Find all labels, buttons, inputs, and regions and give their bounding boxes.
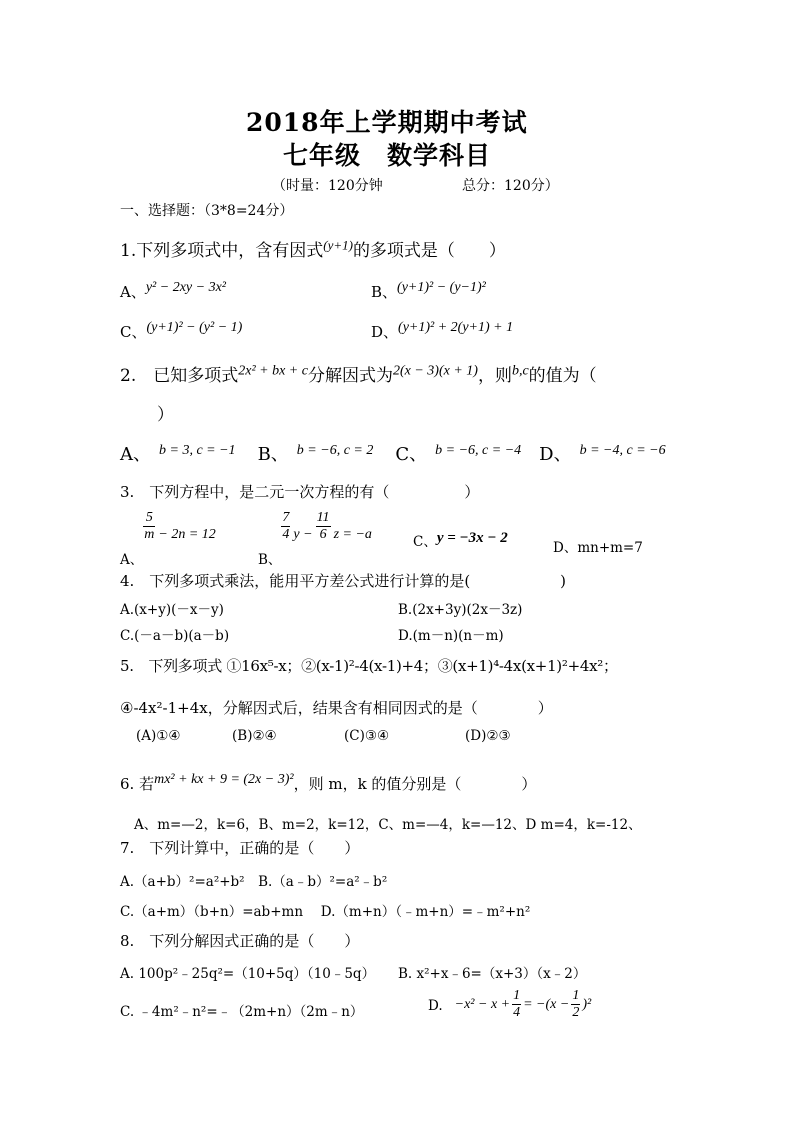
option-label: A、 xyxy=(120,444,151,465)
option-expr: −x² − x + xyxy=(454,997,511,1012)
q2-mid: 分解因式为 xyxy=(307,366,393,386)
q1-factor: (y+1) xyxy=(323,237,353,253)
q2-suffix: 的值为（ xyxy=(528,366,597,386)
question-2 xyxy=(120,361,597,386)
numerator: 1 xyxy=(572,988,580,1003)
exam-title: 2018年上学期期中考试 xyxy=(246,108,528,137)
q1-option-c xyxy=(120,320,242,342)
fraction xyxy=(512,988,521,1021)
option-label: D、 xyxy=(539,444,572,465)
numerator: 1 xyxy=(513,988,521,1003)
question-5-line-2: ④-4x²-1+4x，分解因式后，结果含有相同因式的是（ ） xyxy=(120,699,553,717)
section-heading: 一、选择题：（3*8=24分） xyxy=(120,203,294,219)
q8-option-c: C. ﹣4m²﹣n²=﹣（2m+n）（2m﹣n） xyxy=(120,1004,364,1020)
q2-option-d: b = −4, c = −6 xyxy=(579,442,666,458)
q2-prefix: 2. 已知多项式 xyxy=(120,366,239,386)
question-5-line-1: 5. 下列多项式 ①16x⁵-x；②(x-1)²-4(x-1)+4；③(x+1)⁴-4x(x+1)²+4x²； xyxy=(120,657,618,675)
option-expr: (y+1)² − (y² − 1) xyxy=(146,320,243,335)
exam-subtitle: 七年级 数学科目 xyxy=(283,141,492,170)
option-expr: z = −a xyxy=(333,527,372,542)
q2-option-a: b = 3, c = −1 xyxy=(159,442,236,458)
option-expr: − 2n = 12 xyxy=(158,527,216,542)
denominator: 6 xyxy=(319,527,327,542)
numerator: 7 xyxy=(282,510,290,525)
option-label: B、 xyxy=(257,444,289,465)
question-7: 7. 下列计算中，正确的是（ ） xyxy=(120,839,360,857)
q8-option-d xyxy=(428,988,591,1021)
q2-option-b: b = −6, c = 2 xyxy=(296,442,374,458)
q6-suffix: ，则 m，k 的值分别是（ ） xyxy=(293,775,537,793)
q2-option-c: b = −6, c = −4 xyxy=(435,442,522,458)
fraction xyxy=(143,510,155,543)
denominator: 4 xyxy=(282,527,290,542)
option-label: B、 xyxy=(371,283,398,301)
question-6 xyxy=(120,772,536,794)
denominator: 2 xyxy=(572,1005,580,1020)
fraction xyxy=(316,510,331,543)
q5-option-a: (A)①④ xyxy=(136,728,181,744)
q7-options-ab: A.（a+b）²=a²+b² B.（a﹣b）²=a²﹣b² xyxy=(120,874,388,890)
score-note: 总分：120分） xyxy=(462,178,559,194)
option-label: C、 xyxy=(120,323,147,341)
q4-option-b: B.(2x+3y)(2x－3z) xyxy=(398,602,523,618)
option-expr: y = −3x − 2 xyxy=(436,530,508,546)
numerator: 5 xyxy=(143,510,155,527)
q2-vars: b,c xyxy=(511,363,529,379)
q1-option-d xyxy=(371,320,513,342)
numerator: 11 xyxy=(316,510,330,525)
option-label: A、 xyxy=(120,552,144,568)
denominator: 4 xyxy=(513,1005,521,1020)
q1-prefix: 1.下列多项式中，含有因式 xyxy=(120,241,324,261)
q4-option-c: C.(－a－b)(a－b) xyxy=(120,628,230,644)
q2-options xyxy=(120,440,666,466)
option-expr: )² xyxy=(582,997,592,1012)
option-label: D、 xyxy=(371,323,399,341)
q5-option-b: (B)②④ xyxy=(232,728,277,744)
option-label: C、 xyxy=(395,444,428,465)
option-expr: = −(x − xyxy=(523,997,570,1012)
q5-option-c: (C)③④ xyxy=(344,728,390,744)
q5-option-d: (D)②③ xyxy=(465,728,511,744)
question-1 xyxy=(120,236,506,261)
time-note: （时量：120分钟 xyxy=(272,178,383,194)
question-3: 3. 下列方程中，是二元一次方程的有（ ） xyxy=(120,483,480,501)
q3-option-d: D、mn+m=7 xyxy=(553,540,643,556)
q2-factored: 2(x − 3)(x + 1) xyxy=(392,363,478,379)
option-expr: y² − 2xy − 3x² xyxy=(145,280,226,295)
q1-option-b xyxy=(371,280,486,302)
denominator: m xyxy=(144,527,155,542)
q2-close: ） xyxy=(157,405,174,425)
q3-option-a xyxy=(120,510,216,568)
q2-then: ，则 xyxy=(477,366,512,386)
question-8: 8. 下列分解因式正确的是（ ） xyxy=(120,932,360,950)
fraction xyxy=(281,510,290,543)
option-label: C、 xyxy=(413,534,437,550)
q1-suffix: 的多项式是（ ） xyxy=(352,241,506,261)
q6-prefix: 6. 若 xyxy=(120,775,155,793)
option-expr: (y+1)² − (y−1)² xyxy=(397,280,486,295)
option-expr: (y+1)² + 2(y+1) + 1 xyxy=(398,320,514,335)
q2-poly: 2x² + bx + c xyxy=(238,363,308,379)
q7-options-cd: C.（a+m）（b+n）=ab+mn D.（m+n）（﹣m+n）=﹣m²+n² xyxy=(120,904,531,920)
q8-option-b: B. x²+x﹣6=（x+3）（x﹣2） xyxy=(398,966,587,982)
option-label: B、 xyxy=(258,552,282,568)
option-label: D. xyxy=(428,998,443,1014)
option-expr: y − xyxy=(293,527,313,542)
option-label: A、 xyxy=(120,283,146,301)
question-4: 4. 下列多项式乘法，能用平方差公式进行计算的是( ) xyxy=(120,572,567,590)
q4-option-a: A.(x+y)(－x－y) xyxy=(120,602,224,618)
q6-equation: mx² + kx + 9 = (2x − 3)² xyxy=(154,772,294,787)
q8-option-a: A. 100p²﹣25q²=（10+5q）（10﹣5q） xyxy=(120,966,376,982)
q3-option-b xyxy=(258,510,372,568)
fraction xyxy=(571,988,580,1021)
q3-option-c xyxy=(413,530,508,550)
q6-options: A、m=—2，k=6，B、m=2，k=12，C、m=—4，k=—12、D m=4，k=-12、 xyxy=(134,817,642,833)
q1-option-a xyxy=(120,280,226,302)
q4-option-d: D.(m－n)(n－m) xyxy=(398,628,504,644)
